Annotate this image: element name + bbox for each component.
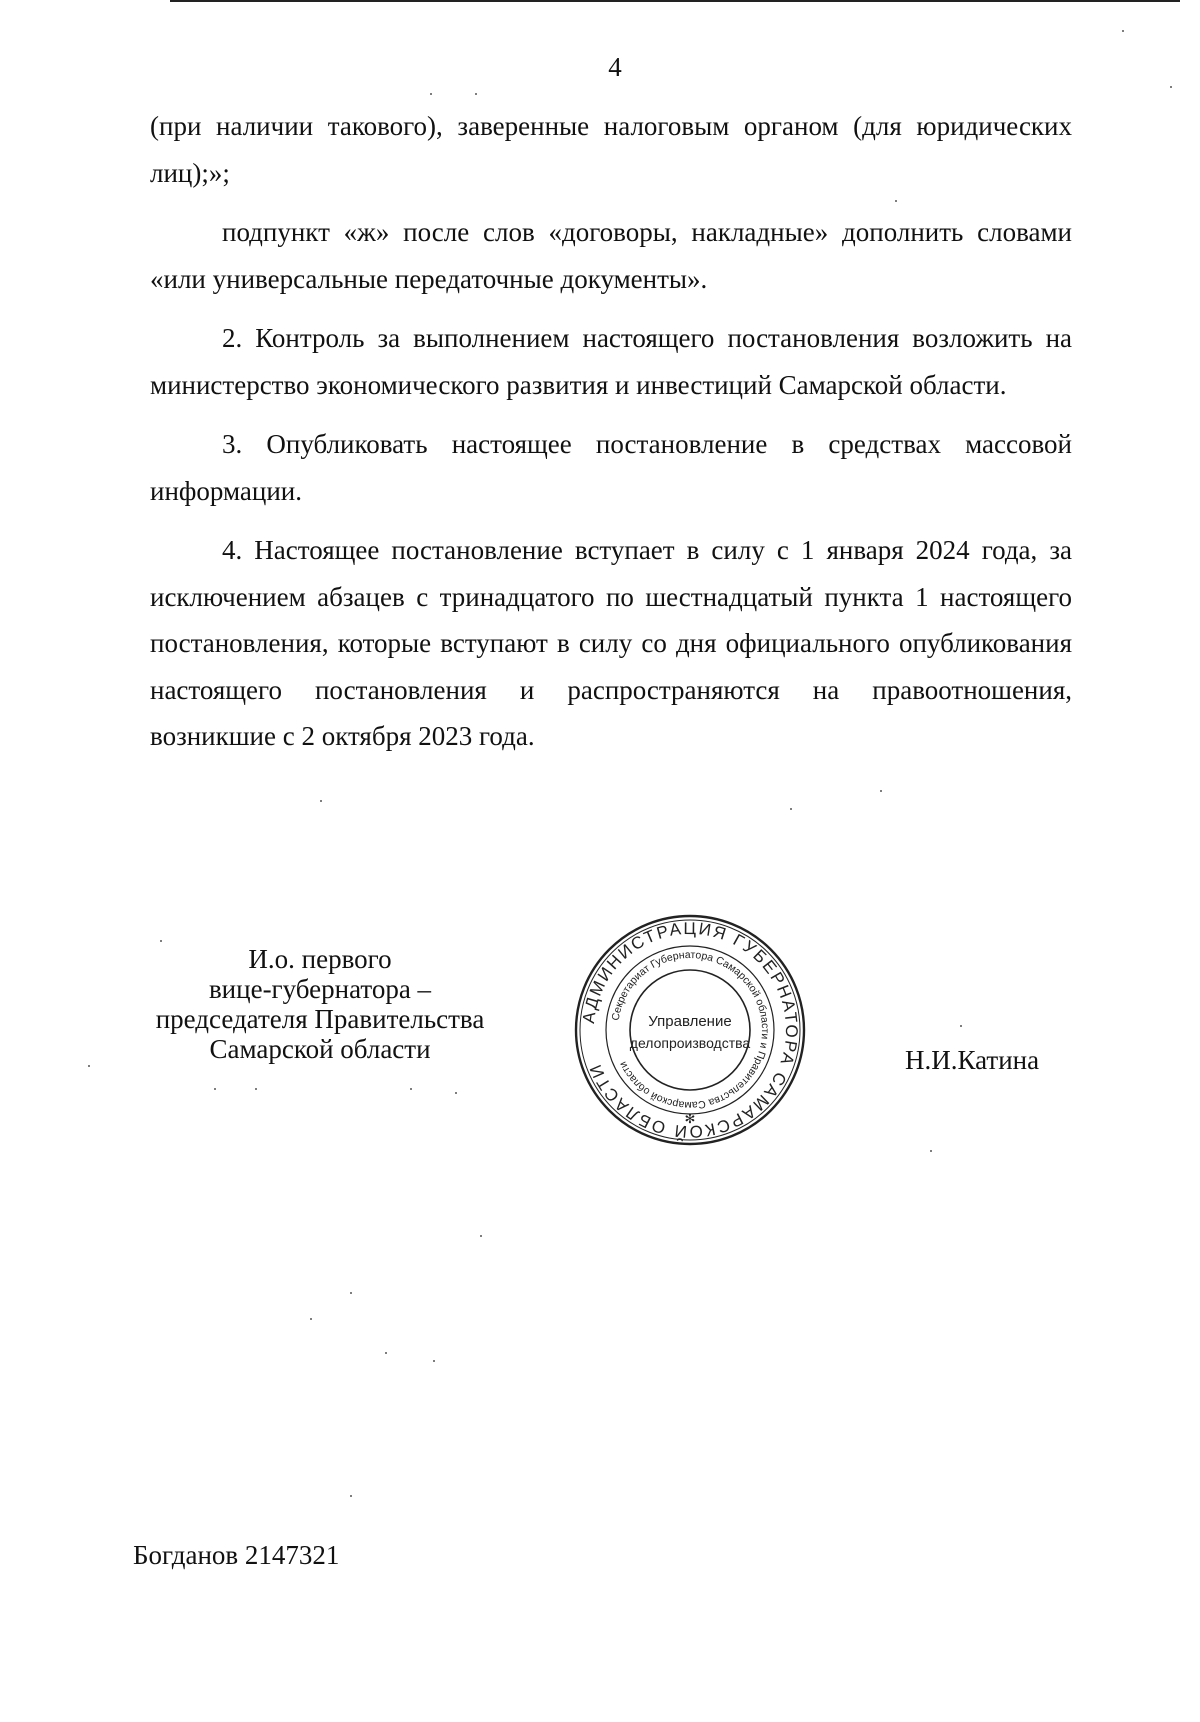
scan-speck <box>895 200 897 202</box>
signatory-position-line: И.о. первого <box>248 944 392 974</box>
scan-speck <box>433 1360 435 1362</box>
scan-speck <box>350 1292 352 1294</box>
signatory-position-line: Самарской области <box>209 1034 431 1064</box>
scan-speck <box>790 808 792 810</box>
paragraph-2: 2. Контроль за выполнением настоящего постановления возложить на министерство экономического развития и инвестиций Самарской области. <box>150 323 1072 400</box>
scan-speck <box>255 1088 257 1090</box>
scan-speck <box>385 1352 387 1354</box>
paragraph-3: 3. Опубликовать настоящее постановление в средствах массовой информации. <box>150 429 1072 506</box>
seal-graphic <box>570 910 810 1150</box>
signatory-position-line: председателя Правительства <box>155 1004 485 1034</box>
scan-speck <box>350 1495 352 1497</box>
seal-center-line1: Управление <box>648 1013 732 1030</box>
scan-speck <box>480 1235 482 1237</box>
scan-speck <box>960 1025 962 1027</box>
paragraph-4: 4. Настоящее постановление вступает в силу с 1 января 2024 года, за исключением абзацев с тринадцатого по шестнадцатый пункта 1 настоящего постановления, которые вступают в силу со дня официального опубликования настоящего постановления и распространяются на правоотношения, возникшие с 2 октября 2023 года. <box>150 535 1072 751</box>
seal-inner-text: Секретариат Губернатора Самарской области и Правительства Самарской области <box>609 948 772 1112</box>
executor-contact: Богданов 2147321 <box>133 1540 340 1570</box>
scan-speck <box>475 93 477 95</box>
signatory-name: Н.И.Катина <box>905 1045 1040 1075</box>
scan-speck <box>214 1088 216 1090</box>
paragraph-continuation: (при наличии такового), заверенные налоговым органом (для юридических лиц);»; <box>150 111 1072 188</box>
signatory-position-line: вице-губернатора – <box>208 974 432 1004</box>
document-body <box>150 103 1072 760</box>
scan-speck <box>320 800 322 802</box>
top-rule <box>170 0 1180 2</box>
scan-speck <box>88 1065 90 1067</box>
scan-speck <box>455 1092 457 1094</box>
signatory-position <box>140 944 500 1064</box>
scan-speck <box>310 1318 312 1320</box>
scan-speck <box>1122 30 1124 32</box>
page-number: 4 <box>608 52 622 82</box>
scan-speck <box>880 790 882 792</box>
official-seal <box>570 910 810 1150</box>
paragraph-subitem-zh: подпункт «ж» после слов «договоры, накладные» дополнить словами «или универсальные передаточные документы». <box>150 217 1072 294</box>
scan-speck <box>410 1088 412 1090</box>
scan-speck <box>160 940 162 942</box>
scan-speck <box>930 1150 932 1152</box>
seal-outer-text: АДМИНИСТРАЦИЯ ГУБЕРНАТОРА САМАРСКОЙ ОБЛАСТИ <box>579 918 802 1142</box>
scan-speck <box>1170 86 1172 88</box>
seal-star-glyph: ✻ <box>684 1111 696 1126</box>
scan-speck <box>430 93 432 95</box>
seal-center-line2: делопроизводства <box>629 1035 751 1051</box>
